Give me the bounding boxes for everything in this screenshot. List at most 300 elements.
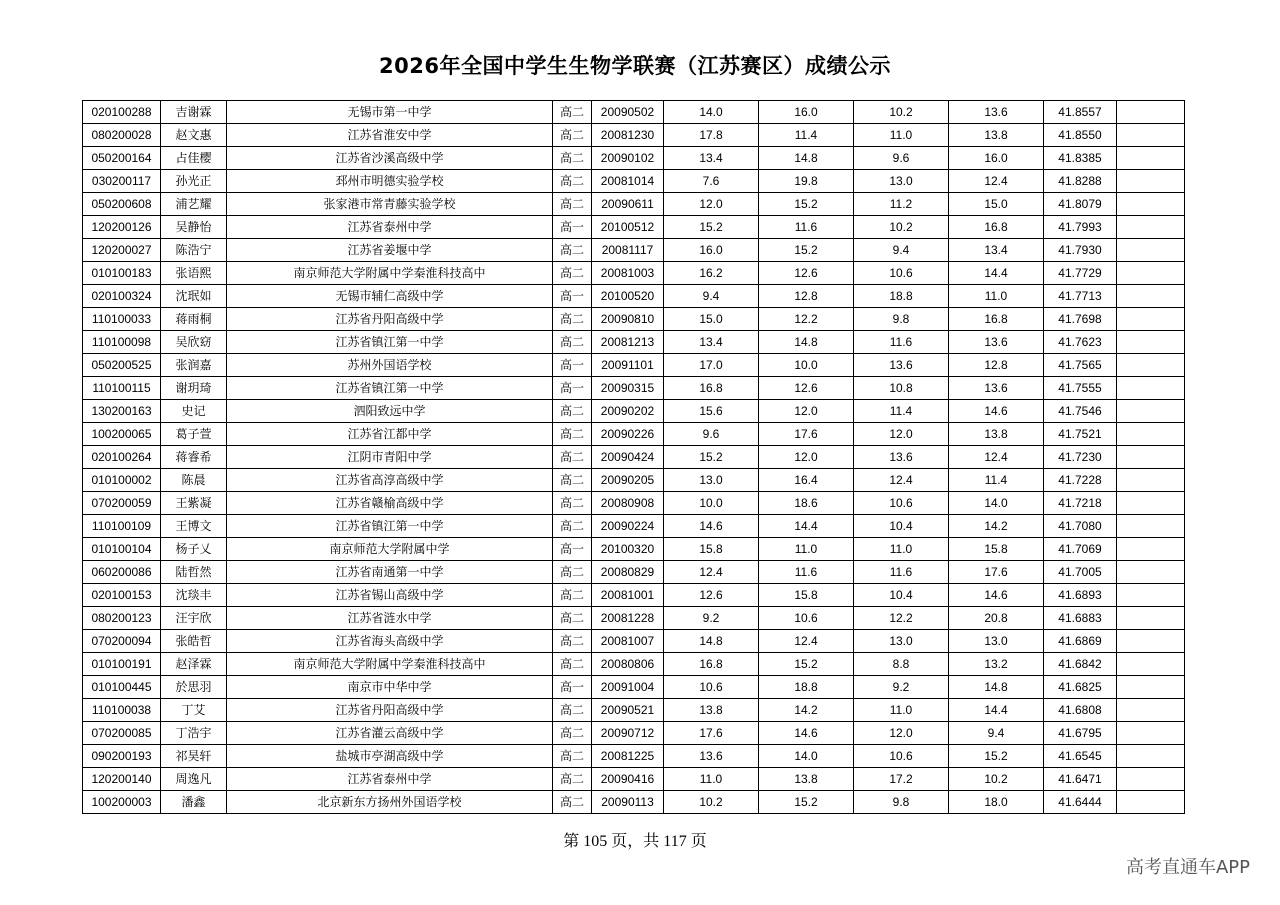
cell-score-4: 9.4 [949,722,1044,745]
cell-score-4: 16.8 [949,216,1044,239]
table-row [83,262,1185,285]
cell-candidate-id: 020100264 [83,446,161,469]
cell-name: 葛子萱 [161,423,227,446]
cell-school: 苏州外国语学校 [227,354,553,377]
cell-score-1: 11.0 [664,768,759,791]
cell-candidate-id: 080200028 [83,124,161,147]
cell-score-4: 14.6 [949,584,1044,607]
cell-score-4: 10.2 [949,768,1044,791]
cell-score-4: 15.2 [949,745,1044,768]
cell-grade: 高二 [553,400,592,423]
cell-score-4: 16.0 [949,147,1044,170]
cell-name: 周逸凡 [161,768,227,791]
cell-school: 江苏省高淳高级中学 [227,469,553,492]
table-row [83,745,1185,768]
cell-school: 江苏省泰州中学 [227,768,553,791]
cell-score-4: 14.4 [949,699,1044,722]
cell-school: 江苏省南通第一中学 [227,561,553,584]
cell-grade: 高二 [553,791,592,814]
cell-blank [1117,216,1185,239]
cell-candidate-id: 050200525 [83,354,161,377]
cell-candidate-id: 110100098 [83,331,161,354]
cell-grade: 高二 [553,124,592,147]
cell-blank [1117,308,1185,331]
table-row [83,377,1185,400]
cell-school: 江苏省江都中学 [227,423,553,446]
cell-blank [1117,699,1185,722]
cell-total-score: 41.8079 [1044,193,1117,216]
cell-score-2: 10.0 [759,354,854,377]
cell-candidate-id: 110100115 [83,377,161,400]
cell-grade: 高二 [553,423,592,446]
cell-score-4: 13.2 [949,653,1044,676]
table-row [83,768,1185,791]
cell-name: 张润嘉 [161,354,227,377]
cell-score-1: 14.6 [664,515,759,538]
cell-score-1: 10.2 [664,791,759,814]
cell-blank [1117,170,1185,193]
cell-candidate-id: 010100191 [83,653,161,676]
cell-total-score: 41.7623 [1044,331,1117,354]
cell-candidate-id: 110100038 [83,699,161,722]
cell-score-4: 13.8 [949,423,1044,446]
cell-candidate-id: 020100288 [83,101,161,124]
cell-total-score: 41.6893 [1044,584,1117,607]
cell-school: 无锡市辅仁高级中学 [227,285,553,308]
cell-score-2: 10.6 [759,607,854,630]
cell-birth-date: 20081117 [592,239,664,262]
cell-score-4: 18.0 [949,791,1044,814]
cell-score-1: 16.8 [664,377,759,400]
cell-score-3: 13.0 [854,630,949,653]
cell-score-2: 16.0 [759,101,854,124]
cell-total-score: 41.8385 [1044,147,1117,170]
cell-score-2: 12.6 [759,377,854,400]
cell-score-2: 12.8 [759,285,854,308]
cell-score-1: 9.4 [664,285,759,308]
cell-candidate-id: 010100183 [83,262,161,285]
cell-score-2: 15.2 [759,193,854,216]
cell-grade: 高二 [553,239,592,262]
cell-score-4: 11.4 [949,469,1044,492]
cell-candidate-id: 060200086 [83,561,161,584]
cell-name: 潘鑫 [161,791,227,814]
cell-grade: 高一 [553,216,592,239]
cell-candidate-id: 110100109 [83,515,161,538]
cell-name: 张皓哲 [161,630,227,653]
cell-score-3: 11.6 [854,561,949,584]
cell-grade: 高二 [553,722,592,745]
cell-score-4: 13.0 [949,630,1044,653]
cell-total-score: 41.7069 [1044,538,1117,561]
cell-grade: 高二 [553,147,592,170]
cell-birth-date: 20081007 [592,630,664,653]
cell-score-2: 18.6 [759,492,854,515]
cell-score-4: 13.6 [949,331,1044,354]
table-row [83,193,1185,216]
cell-blank [1117,285,1185,308]
cell-score-4: 14.4 [949,262,1044,285]
cell-birth-date: 20090611 [592,193,664,216]
cell-name: 汪宇欣 [161,607,227,630]
cell-score-4: 14.2 [949,515,1044,538]
cell-birth-date: 20100520 [592,285,664,308]
cell-total-score: 41.7729 [1044,262,1117,285]
cell-school: 江苏省灌云高级中学 [227,722,553,745]
cell-name: 丁艾 [161,699,227,722]
cell-score-2: 14.2 [759,699,854,722]
page-title: 2026年全国中学生生物学联赛（江苏赛区）成绩公示 [379,54,891,78]
cell-school: 江苏省涟水中学 [227,607,553,630]
page-number: 第 105 页，共 117 页 [563,833,707,850]
cell-birth-date: 20090521 [592,699,664,722]
table-row [83,515,1185,538]
cell-score-1: 13.8 [664,699,759,722]
cell-score-3: 10.6 [854,745,949,768]
cell-name: 於思羽 [161,676,227,699]
cell-total-score: 41.6808 [1044,699,1117,722]
cell-blank [1117,584,1185,607]
cell-total-score: 41.6825 [1044,676,1117,699]
cell-name: 赵泽霖 [161,653,227,676]
table-row [83,124,1185,147]
cell-score-3: 12.4 [854,469,949,492]
cell-score-1: 16.2 [664,262,759,285]
cell-score-1: 9.6 [664,423,759,446]
cell-score-1: 13.4 [664,147,759,170]
table-row [83,147,1185,170]
cell-total-score: 41.7930 [1044,239,1117,262]
cell-candidate-id: 010100002 [83,469,161,492]
cell-school: 南京师范大学附属中学 [227,538,553,561]
cell-name: 赵文惠 [161,124,227,147]
cell-score-1: 16.0 [664,239,759,262]
table-row [83,699,1185,722]
cell-score-1: 15.2 [664,446,759,469]
score-table [82,100,1185,814]
cell-score-3: 9.8 [854,791,949,814]
cell-total-score: 41.7228 [1044,469,1117,492]
table-row [83,331,1185,354]
cell-school: 江苏省锡山高级中学 [227,584,553,607]
cell-score-2: 12.0 [759,446,854,469]
cell-birth-date: 20090224 [592,515,664,538]
cell-grade: 高二 [553,653,592,676]
cell-school: 南京师范大学附属中学秦淮科技高中 [227,653,553,676]
cell-name: 沈琰丰 [161,584,227,607]
cell-score-3: 10.4 [854,584,949,607]
cell-total-score: 41.7546 [1044,400,1117,423]
cell-score-2: 16.4 [759,469,854,492]
cell-blank [1117,446,1185,469]
cell-score-2: 12.2 [759,308,854,331]
cell-score-4: 14.8 [949,676,1044,699]
cell-school: 江苏省泰州中学 [227,216,553,239]
cell-birth-date: 20081230 [592,124,664,147]
cell-blank [1117,538,1185,561]
cell-total-score: 41.7218 [1044,492,1117,515]
cell-blank [1117,423,1185,446]
cell-name: 祁昊轩 [161,745,227,768]
cell-total-score: 41.7993 [1044,216,1117,239]
cell-grade: 高二 [553,561,592,584]
cell-score-4: 12.4 [949,446,1044,469]
cell-total-score: 41.7521 [1044,423,1117,446]
table-row [83,308,1185,331]
cell-name: 吉谢霖 [161,101,227,124]
table-row [83,216,1185,239]
cell-total-score: 41.8550 [1044,124,1117,147]
cell-total-score: 41.6545 [1044,745,1117,768]
cell-blank [1117,492,1185,515]
cell-score-2: 12.6 [759,262,854,285]
cell-birth-date: 20100320 [592,538,664,561]
cell-school: 江苏省海头高级中学 [227,630,553,653]
cell-school: 江苏省镇江第一中学 [227,377,553,400]
cell-score-2: 19.8 [759,170,854,193]
cell-total-score: 41.7555 [1044,377,1117,400]
cell-total-score: 41.7698 [1044,308,1117,331]
cell-grade: 高二 [553,308,592,331]
cell-score-3: 9.6 [854,147,949,170]
table-row [83,791,1185,814]
cell-score-1: 14.8 [664,630,759,653]
cell-grade: 高二 [553,170,592,193]
cell-birth-date: 20090502 [592,101,664,124]
cell-score-4: 12.8 [949,354,1044,377]
cell-score-3: 9.2 [854,676,949,699]
cell-score-3: 10.6 [854,492,949,515]
cell-birth-date: 20080908 [592,492,664,515]
cell-blank [1117,193,1185,216]
cell-score-1: 15.6 [664,400,759,423]
table-row [83,676,1185,699]
cell-name: 浦艺耀 [161,193,227,216]
cell-grade: 高二 [553,768,592,791]
cell-name: 王博文 [161,515,227,538]
cell-grade: 高二 [553,446,592,469]
cell-score-3: 13.6 [854,446,949,469]
cell-birth-date: 20091101 [592,354,664,377]
cell-grade: 高二 [553,630,592,653]
cell-score-2: 12.4 [759,630,854,653]
cell-score-2: 14.8 [759,331,854,354]
cell-score-1: 17.6 [664,722,759,745]
cell-birth-date: 20081213 [592,331,664,354]
cell-total-score: 41.7005 [1044,561,1117,584]
cell-score-4: 15.0 [949,193,1044,216]
cell-total-score: 41.8288 [1044,170,1117,193]
cell-score-1: 17.0 [664,354,759,377]
cell-candidate-id: 110100033 [83,308,161,331]
cell-score-2: 14.8 [759,147,854,170]
cell-blank [1117,101,1185,124]
cell-score-3: 11.6 [854,331,949,354]
cell-score-2: 11.4 [759,124,854,147]
cell-school: 邳州市明德实验学校 [227,170,553,193]
cell-score-4: 13.6 [949,377,1044,400]
cell-score-3: 12.0 [854,423,949,446]
cell-score-1: 15.0 [664,308,759,331]
cell-birth-date: 20090315 [592,377,664,400]
cell-birth-date: 20100512 [592,216,664,239]
cell-score-3: 17.2 [854,768,949,791]
cell-blank [1117,515,1185,538]
cell-candidate-id: 070200059 [83,492,161,515]
cell-school: 泗阳致远中学 [227,400,553,423]
cell-birth-date: 20090424 [592,446,664,469]
cell-school: 南京市中华中学 [227,676,553,699]
cell-score-1: 17.8 [664,124,759,147]
table-row [83,170,1185,193]
cell-score-1: 13.0 [664,469,759,492]
cell-birth-date: 20080806 [592,653,664,676]
table-row [83,354,1185,377]
cell-school: 江苏省姜堰中学 [227,239,553,262]
cell-score-2: 17.6 [759,423,854,446]
cell-score-3: 10.2 [854,101,949,124]
cell-name: 张语熙 [161,262,227,285]
cell-score-1: 14.0 [664,101,759,124]
cell-score-3: 10.4 [854,515,949,538]
cell-grade: 高一 [553,538,592,561]
cell-name: 吴欣窈 [161,331,227,354]
cell-score-3: 12.0 [854,722,949,745]
cell-blank [1117,147,1185,170]
cell-candidate-id: 080200123 [83,607,161,630]
table-row [83,423,1185,446]
cell-grade: 高二 [553,745,592,768]
cell-grade: 高二 [553,492,592,515]
table-row [83,239,1185,262]
cell-blank [1117,630,1185,653]
cell-candidate-id: 050200164 [83,147,161,170]
cell-score-4: 11.0 [949,285,1044,308]
cell-blank [1117,239,1185,262]
cell-total-score: 41.6883 [1044,607,1117,630]
cell-birth-date: 20091004 [592,676,664,699]
table-row [83,630,1185,653]
cell-score-1: 13.6 [664,745,759,768]
cell-score-3: 10.2 [854,216,949,239]
cell-birth-date: 20081225 [592,745,664,768]
cell-blank [1117,722,1185,745]
cell-score-3: 9.8 [854,308,949,331]
cell-name: 杨子乂 [161,538,227,561]
cell-score-4: 17.6 [949,561,1044,584]
cell-score-3: 8.8 [854,653,949,676]
cell-score-2: 14.0 [759,745,854,768]
cell-birth-date: 20090113 [592,791,664,814]
cell-score-1: 9.2 [664,607,759,630]
cell-birth-date: 20081014 [592,170,664,193]
cell-score-3: 11.0 [854,124,949,147]
cell-candidate-id: 020100153 [83,584,161,607]
cell-name: 陈浩宁 [161,239,227,262]
cell-score-2: 11.6 [759,216,854,239]
cell-birth-date: 20081228 [592,607,664,630]
cell-score-2: 14.6 [759,722,854,745]
cell-school: 盐城市亭湖高级中学 [227,745,553,768]
cell-school: 江苏省镇江第一中学 [227,331,553,354]
cell-birth-date: 20090810 [592,308,664,331]
cell-total-score: 41.7713 [1044,285,1117,308]
cell-candidate-id: 070200085 [83,722,161,745]
cell-score-2: 13.8 [759,768,854,791]
cell-grade: 高二 [553,515,592,538]
cell-school: 江苏省丹阳高级中学 [227,699,553,722]
cell-score-1: 10.6 [664,676,759,699]
cell-score-1: 15.2 [664,216,759,239]
cell-score-4: 14.0 [949,492,1044,515]
cell-candidate-id: 090200193 [83,745,161,768]
cell-school: 北京新东方扬州外国语学校 [227,791,553,814]
cell-candidate-id: 120200027 [83,239,161,262]
cell-blank [1117,607,1185,630]
table-row [83,722,1185,745]
cell-candidate-id: 030200117 [83,170,161,193]
cell-grade: 高二 [553,262,592,285]
cell-grade: 高二 [553,331,592,354]
cell-blank [1117,745,1185,768]
cell-birth-date: 20090205 [592,469,664,492]
cell-birth-date: 20090102 [592,147,664,170]
cell-grade: 高一 [553,676,592,699]
cell-grade: 高二 [553,584,592,607]
cell-school: 张家港市常青藤实验学校 [227,193,553,216]
cell-score-1: 15.8 [664,538,759,561]
cell-school: 江阴市青阳中学 [227,446,553,469]
cell-blank [1117,124,1185,147]
cell-score-3: 11.0 [854,699,949,722]
cell-blank [1117,262,1185,285]
table-row [83,400,1185,423]
table-row [83,653,1185,676]
cell-score-2: 15.2 [759,791,854,814]
cell-birth-date: 20090416 [592,768,664,791]
cell-name: 陈晨 [161,469,227,492]
cell-candidate-id: 070200094 [83,630,161,653]
cell-total-score: 41.6842 [1044,653,1117,676]
cell-candidate-id: 100200003 [83,791,161,814]
cell-total-score: 41.6444 [1044,791,1117,814]
cell-candidate-id: 100200065 [83,423,161,446]
cell-total-score: 41.7565 [1044,354,1117,377]
cell-blank [1117,561,1185,584]
cell-score-4: 13.8 [949,124,1044,147]
cell-score-2: 18.8 [759,676,854,699]
table-row [83,538,1185,561]
cell-name: 沈珉如 [161,285,227,308]
cell-score-2: 15.2 [759,653,854,676]
cell-score-1: 16.8 [664,653,759,676]
cell-score-3: 13.0 [854,170,949,193]
cell-birth-date: 20090712 [592,722,664,745]
table-row [83,607,1185,630]
cell-name: 史记 [161,400,227,423]
cell-score-1: 12.4 [664,561,759,584]
cell-score-3: 10.8 [854,377,949,400]
table-row [83,469,1185,492]
cell-score-3: 11.4 [854,400,949,423]
cell-score-4: 13.4 [949,239,1044,262]
cell-name: 占佳樱 [161,147,227,170]
cell-score-1: 7.6 [664,170,759,193]
cell-school: 江苏省丹阳高级中学 [227,308,553,331]
cell-candidate-id: 130200163 [83,400,161,423]
cell-grade: 高二 [553,607,592,630]
cell-candidate-id: 020100324 [83,285,161,308]
